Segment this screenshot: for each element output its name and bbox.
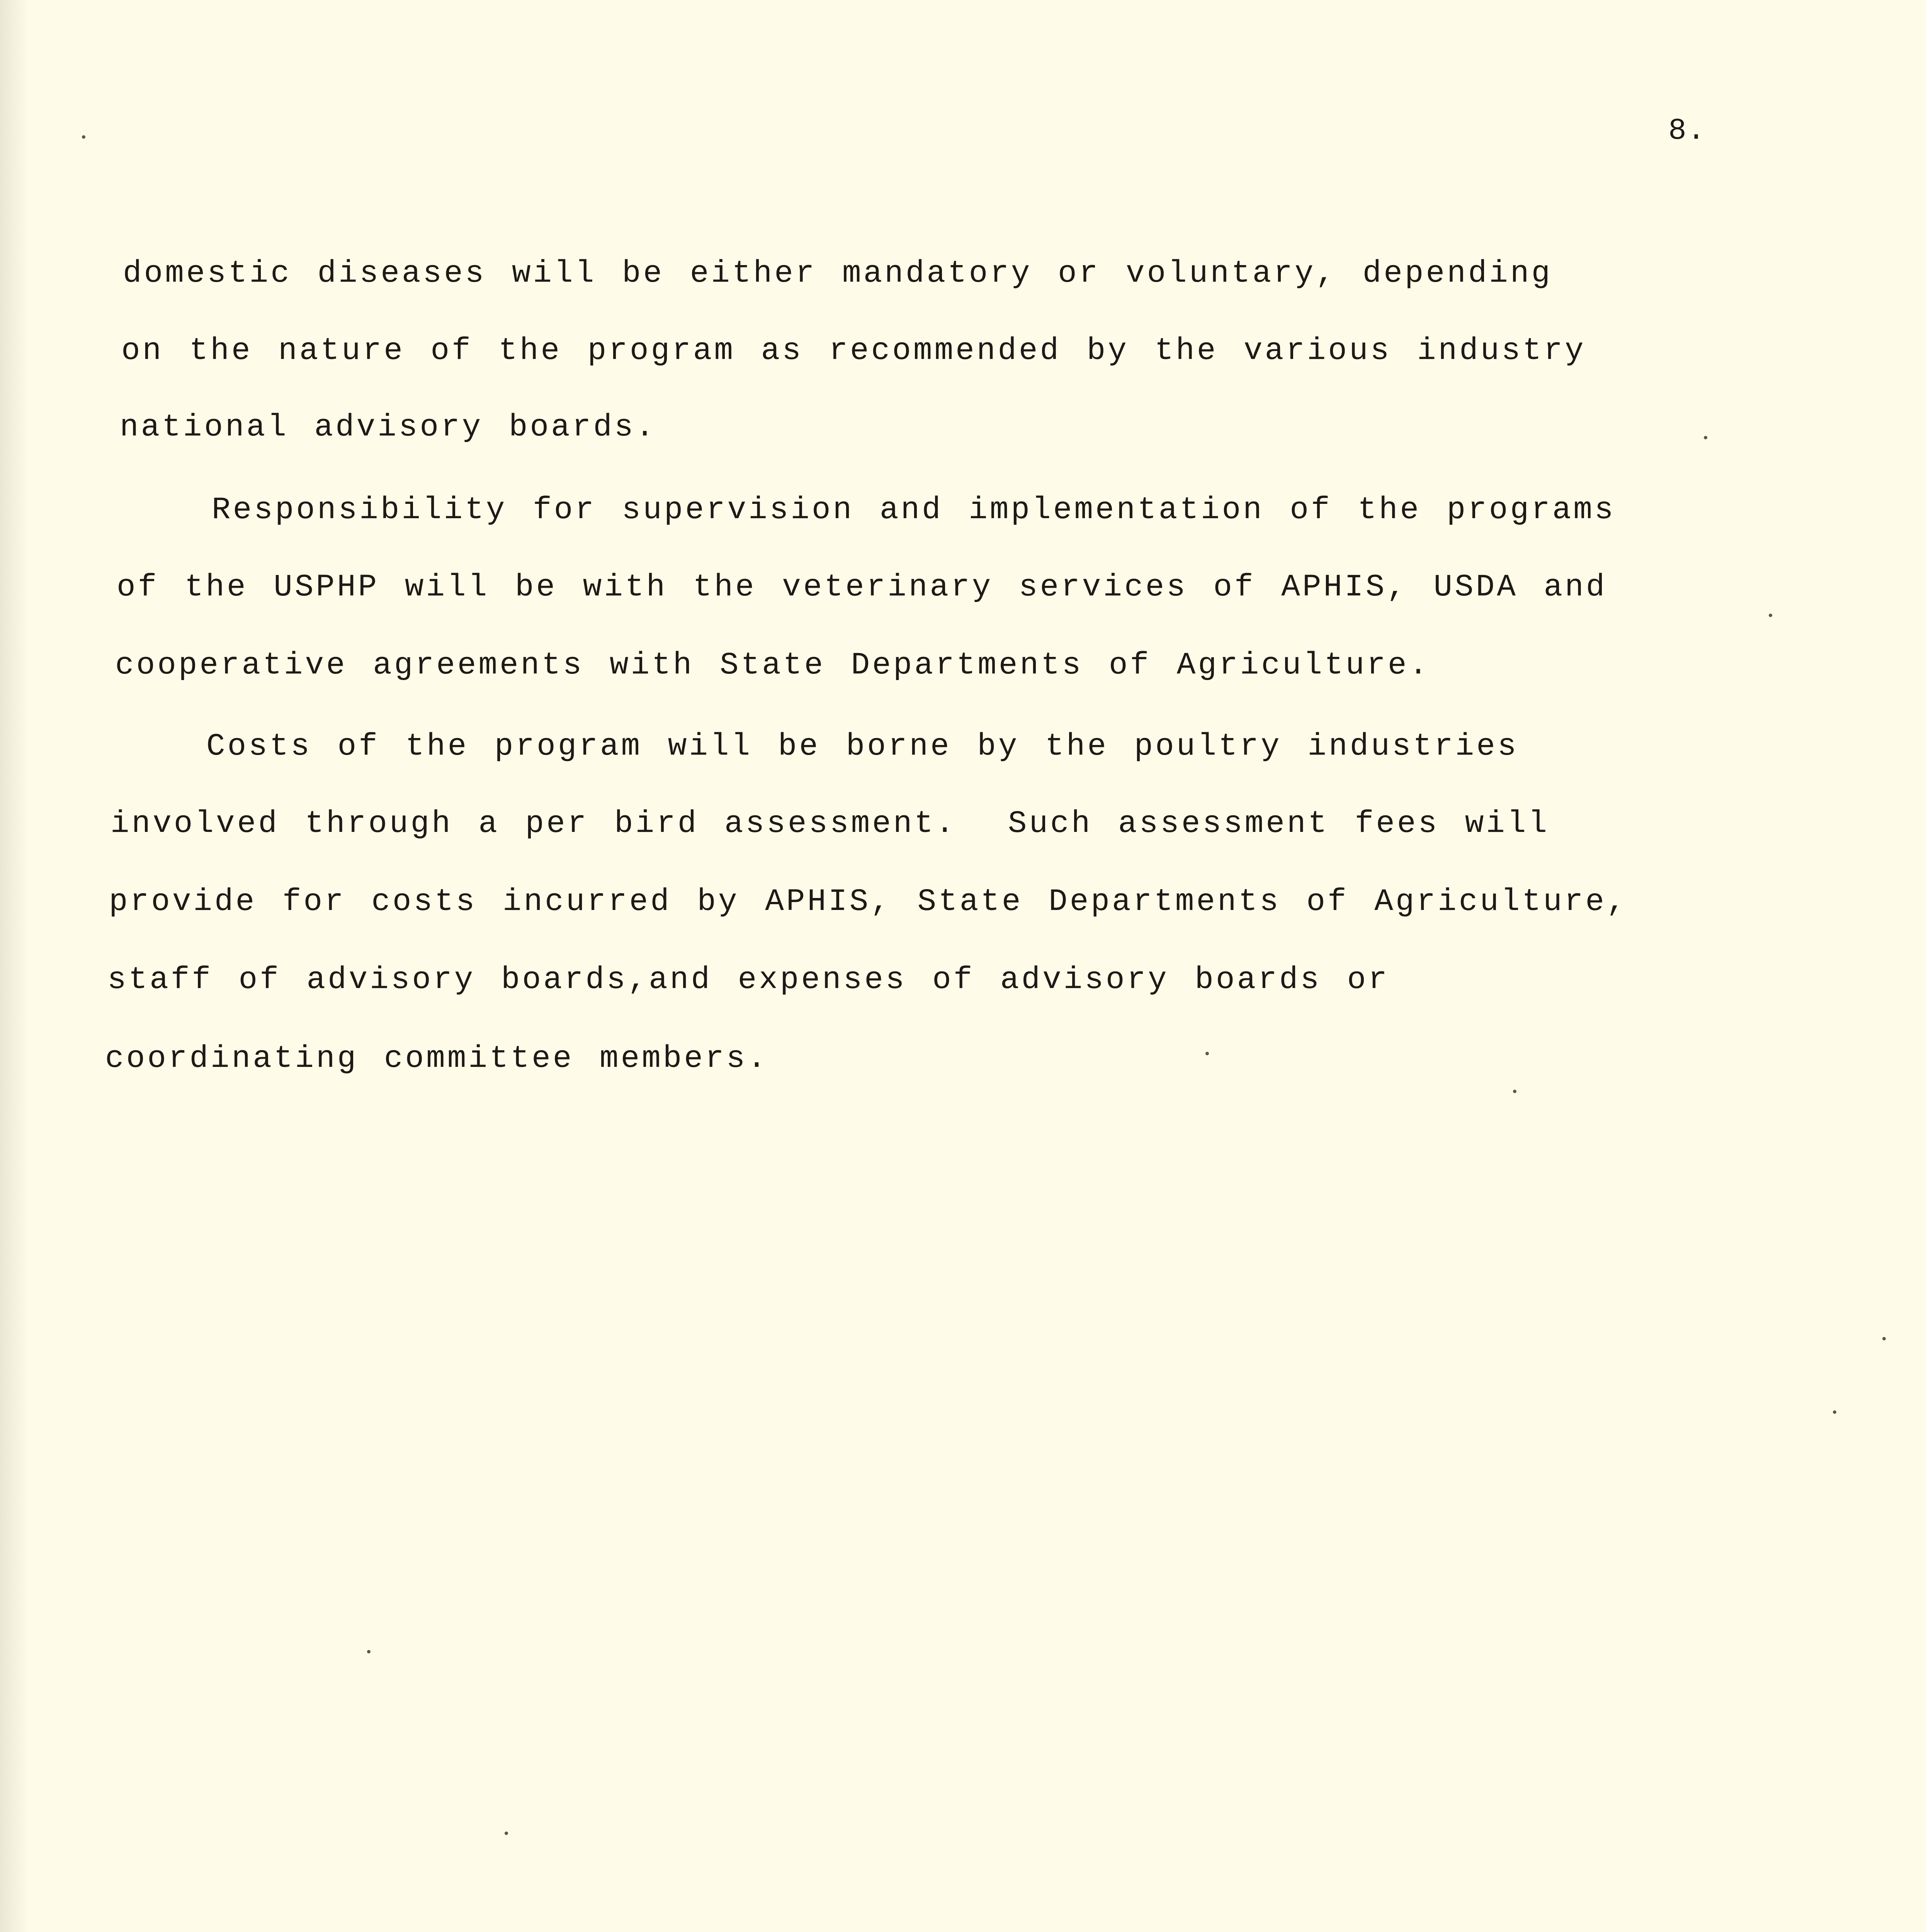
text-line: provide for costs incurred by APHIS, State Departments of Agriculture, — [109, 884, 1628, 920]
paper-speck — [505, 1832, 508, 1835]
text-line: on the nature of the program as recommended by the various industry — [121, 333, 1586, 369]
text-line: of the USPHP will be with the veterinary services of APHIS, USDA and — [117, 570, 1607, 605]
text-line: Costs of the program will be borne by the poultry industries — [206, 729, 1519, 764]
text-line: involved through a per bird assessment. Such assessment fees will — [110, 806, 1550, 842]
text-line: national advisory boards. — [120, 410, 657, 445]
paper-speck — [1769, 614, 1772, 617]
paper-speck — [367, 1650, 371, 1653]
paper-speck — [1205, 1052, 1209, 1055]
paper-speck — [1513, 1090, 1516, 1093]
paper-speck — [1704, 436, 1707, 439]
paper-speck — [1833, 1410, 1836, 1414]
text-line: domestic diseases will be either mandatory or voluntary, depending — [123, 256, 1553, 291]
paper-speck — [82, 135, 85, 139]
text-line: Responsibility for supervision and implementation of the programs — [212, 493, 1616, 528]
page-number: 8. — [1668, 114, 1706, 148]
text-line: cooperative agreements with State Departments of Agriculture. — [115, 648, 1430, 683]
text-line: coordinating committee members. — [105, 1041, 768, 1077]
text-line: staff of advisory boards,and expenses of advisory boards or — [107, 963, 1389, 998]
paper-speck — [1882, 1337, 1886, 1340]
page-edge-shadow — [0, 0, 27, 1932]
